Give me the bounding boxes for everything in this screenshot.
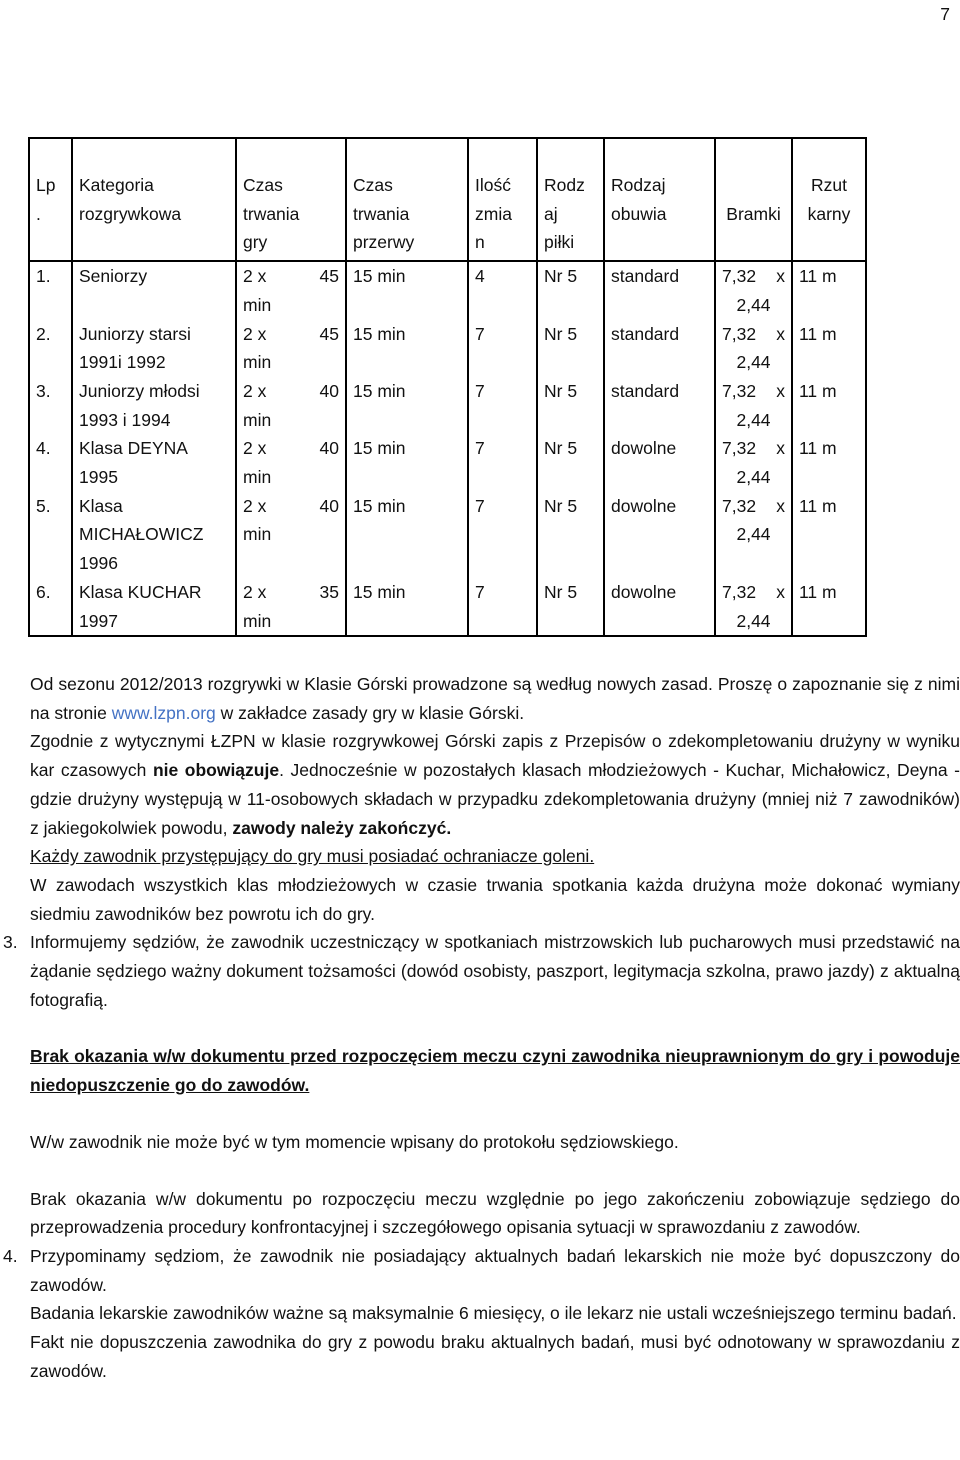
- cell-kategoria: Seniorzy: [72, 261, 236, 319]
- paragraph-medical-validity: Badania lekarskie zawodników ważne są maksymalnie 6 miesięcy, o ile lekarz nie ustali wcześniejszego terminu badań.: [30, 1303, 957, 1324]
- header-rzut-karny: Rzut karny: [792, 138, 866, 261]
- cell-rodzaj-pilki: Nr 5: [537, 492, 604, 578]
- cell-rzut-karny: 11 m: [792, 434, 866, 491]
- cell-rodzaj-obuwia: standard: [604, 320, 715, 377]
- cell-bramki: 7,32 x 2,44: [715, 434, 792, 491]
- table-row: [29, 492, 866, 578]
- paragraph-not-in-protocol: W/w zawodnik nie może być w tym momencie wpisany do protokołu sędziowskiego.: [30, 1131, 679, 1152]
- cell-czas-gry: 2 x 45 min: [236, 320, 346, 377]
- cell-bramki: 7,32 x 2,44: [715, 261, 792, 319]
- cell-lp: 2.: [29, 320, 72, 377]
- table-row: [29, 377, 866, 434]
- cell-bramki: 7,32 x 2,44: [715, 492, 792, 578]
- cell-czas-przerwy: 15 min: [346, 377, 468, 434]
- cell-kategoria: Klasa DEYNA 1995: [72, 434, 236, 491]
- cell-rzut-karny: 11 m: [792, 578, 866, 636]
- cell-lp: 1.: [29, 261, 72, 319]
- header-czas-przerwy: Czas trwania przerwy: [346, 138, 468, 261]
- cell-rodzaj-obuwia: dowolne: [604, 492, 715, 578]
- cell-rodzaj-obuwia: dowolne: [604, 578, 715, 636]
- cell-ilosc-zmian: 7: [468, 377, 537, 434]
- cell-czas-przerwy: 15 min: [346, 261, 468, 319]
- cell-lp: 3.: [29, 377, 72, 434]
- header-czas-gry: Czas trwania gry: [236, 138, 346, 261]
- cell-czas-gry: 2 x 35 min: [236, 578, 346, 636]
- cell-rodzaj-obuwia: standard: [604, 261, 715, 319]
- rules-text: [3, 670, 960, 1385]
- cell-czas-gry: 2 x 40 min: [236, 377, 346, 434]
- game-rules-table: [28, 137, 867, 637]
- cell-czas-przerwy: 15 min: [346, 320, 468, 377]
- paragraph-new-rules: Od sezonu 2012/2013 rozgrywki w Klasie Górski prowadzone są według nowych zasad. Proszę o zapoznanie się z nimi na stronie www.lzpn.org w zakładce zasady gry w klasie Górski.: [30, 674, 960, 723]
- cell-bramki: 7,32 x 2,44: [715, 578, 792, 636]
- cell-kategoria: Juniorzy starsi 1991i 1992: [72, 320, 236, 377]
- cell-ilosc-zmian: 4: [468, 261, 537, 319]
- header-ilosc-zmian: Ilość zmia n: [468, 138, 537, 261]
- cell-rodzaj-pilki: Nr 5: [537, 578, 604, 636]
- cell-rodzaj-pilki: Nr 5: [537, 434, 604, 491]
- paragraph-item-3: 3. Informujemy sędziów, że zawodnik uczestniczący w spotkaniach mistrzowskich lub pucharowych musi przedstawić na żądanie sędziego ważny dokument tożsamości (dowód osobisty, paszport, legitymacja szkolna, prawo jazdy) z aktualną fotografią.: [3, 932, 960, 1010]
- header-rodzaj-obuwia: Rodzaj obuwia: [604, 138, 715, 261]
- cell-kategoria: Klasa MICHAŁOWICZ 1996: [72, 492, 236, 578]
- cell-czas-gry: 2 x 40 min: [236, 434, 346, 491]
- cell-rodzaj-pilki: Nr 5: [537, 320, 604, 377]
- paragraph-shin-guards: Każdy zawodnik przystępujący do gry musi posiadać ochraniacze goleni.: [30, 846, 595, 867]
- table-row: [29, 578, 866, 636]
- table-row: [29, 320, 866, 377]
- cell-rodzaj-obuwia: dowolne: [604, 434, 715, 491]
- cell-kategoria: Juniorzy młodsi 1993 i 1994: [72, 377, 236, 434]
- cell-bramki: 7,32 x 2,44: [715, 320, 792, 377]
- paragraph-after-match: Brak okazania w/w dokumentu po rozpoczęciu meczu względnie po jego zakończeniu zobowiązuje sędziego do przeprowadzenia procedury konfrontacyjnej i szczegółowego opisania sytuacji w sprawozdaniu z zawodów.: [30, 1188, 960, 1238]
- cell-czas-gry: 2 x 45 min: [236, 261, 346, 319]
- cell-rzut-karny: 11 m: [792, 377, 866, 434]
- cell-rzut-karny: 11 m: [792, 261, 866, 319]
- cell-lp: 6.: [29, 578, 72, 636]
- cell-czas-przerwy: 15 min: [346, 578, 468, 636]
- cell-ilosc-zmian: 7: [468, 434, 537, 491]
- paragraph-no-document: Brak okazania w/w dokumentu przed rozpoczęciem meczu czyni zawodnika nieuprawnionym do gry i powoduje niedopuszczenie go do zawodów.: [30, 1046, 960, 1096]
- cell-ilosc-zmian: 7: [468, 578, 537, 636]
- cell-czas-przerwy: 15 min: [346, 492, 468, 578]
- cell-ilosc-zmian: 7: [468, 492, 537, 578]
- header-rodzaj-pilki: Rodz aj piłki: [537, 138, 604, 261]
- table-row: [29, 261, 866, 319]
- header-bramki: Bramki: [715, 138, 792, 261]
- cell-kategoria: Klasa KUCHAR 1997: [72, 578, 236, 636]
- cell-rzut-karny: 11 m: [792, 320, 866, 377]
- table-header-row: [29, 138, 866, 261]
- cell-rzut-karny: 11 m: [792, 492, 866, 578]
- cell-lp: 5.: [29, 492, 72, 578]
- header-lp: Lp .: [29, 138, 72, 261]
- lzpn-link[interactable]: www.lzpn.org: [111, 702, 216, 723]
- cell-czas-gry: 2 x 40 min: [236, 492, 346, 578]
- cell-rodzaj-pilki: Nr 5: [537, 261, 604, 319]
- paragraph-medical-note: Fakt nie dopuszczenia zawodnika do gry z powodu braku aktualnych badań, musi być odnotowany w sprawozdaniu z zawodów.: [30, 1332, 960, 1381]
- cell-bramki: 7,32 x 2,44: [715, 377, 792, 434]
- cell-ilosc-zmian: 7: [468, 320, 537, 377]
- header-kategoria: Kategoria rozgrywkowa: [72, 138, 236, 261]
- cell-lp: 4.: [29, 434, 72, 491]
- paragraph-decompletion: Zgodnie z wytycznymi ŁZPN w klasie rozgrywkowej Górski zapis z Przepisów o zdekompletowaniu drużyny w wyniku kar czasowych nie obowiązuje. Jednocześnie w pozostałych klasach młodzieżowych - Kuchar, Michałowicz, Deyna - gdzie drużyny występują w 11-osobowych składach w przypadku zdekompletowania drużyny (mniej niż 7 zawodników) z jakiegokolwiek powodu, zawody należy zakończyć.: [30, 731, 960, 838]
- table-row: [29, 434, 866, 491]
- paragraph-item-4: 4. Przypominamy sędziom, że zawodnik nie posiadający aktualnych badań lekarskich nie może być dopuszczony do zawodów.: [3, 1245, 960, 1295]
- cell-czas-przerwy: 15 min: [346, 434, 468, 491]
- page-number: 7: [940, 4, 950, 24]
- cell-rodzaj-obuwia: standard: [604, 377, 715, 434]
- cell-rodzaj-pilki: Nr 5: [537, 377, 604, 434]
- paragraph-substitutions: W zawodach wszystkich klas młodzieżowych w czasie trwania spotkania każda drużyna może dokonać wymiany siedmiu zawodników bez powrotu ich do gry.: [30, 874, 960, 924]
